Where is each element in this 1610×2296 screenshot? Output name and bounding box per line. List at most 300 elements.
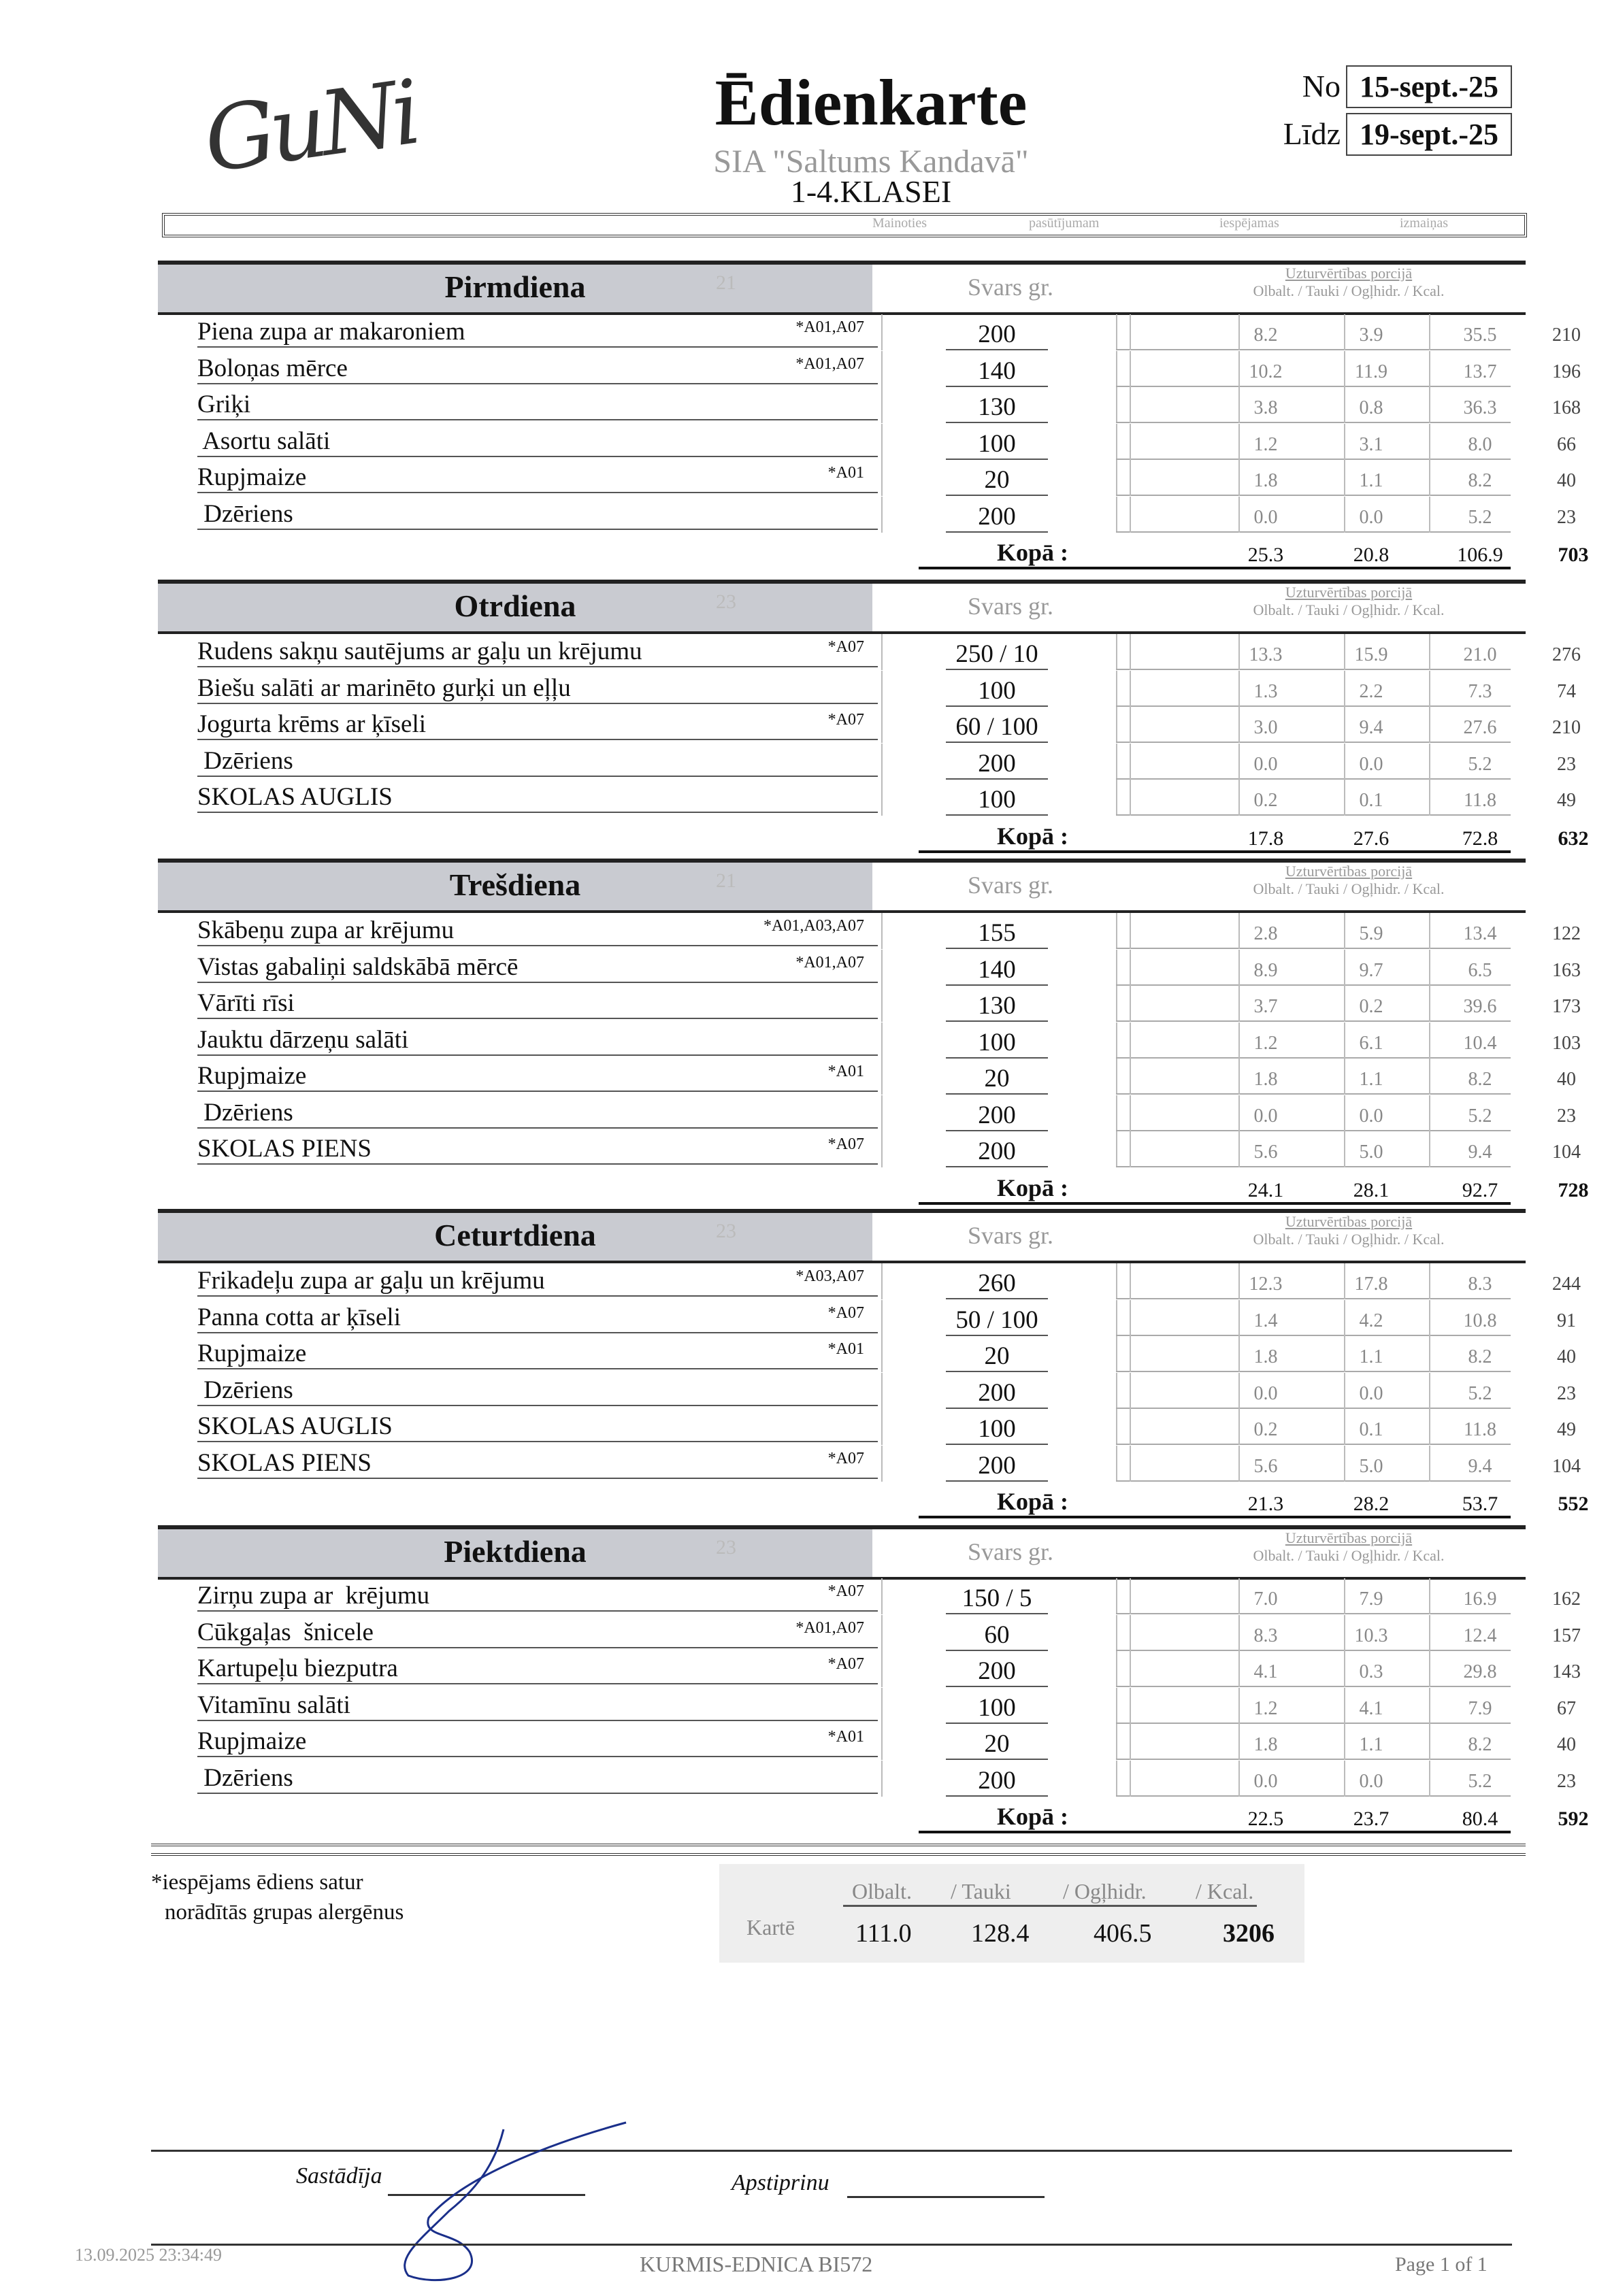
nutrient-kcal: 49 — [1557, 1419, 1576, 1440]
menu-item-row — [197, 1651, 1581, 1687]
nutrient-kcal: 40 — [1557, 1346, 1576, 1367]
total-kcal: 703 — [1558, 544, 1589, 566]
column-divider — [1238, 1761, 1240, 1797]
nutrient-prot: 0.2 — [1253, 790, 1278, 811]
column-divider — [881, 1688, 883, 1724]
row-line — [1116, 495, 1511, 496]
column-divider — [1429, 351, 1430, 387]
row-line — [1116, 1444, 1511, 1445]
column-divider — [1429, 1578, 1430, 1614]
nutrient-prot: 0.2 — [1253, 1419, 1278, 1440]
nutrition-header-title: Uzturvērtības porcijā — [1285, 584, 1413, 601]
total-kcal: 632 — [1558, 827, 1589, 850]
allergen-codes: *A01 — [827, 464, 864, 482]
total-fat: 20.8 — [1353, 544, 1390, 566]
column-divider — [1116, 780, 1117, 816]
total-carb: 92.7 — [1462, 1179, 1498, 1201]
nutrition-columns: Olbalt. / Tauki / Ogļhidr. / Kcal. — [1253, 601, 1445, 618]
column-divider — [1238, 497, 1240, 533]
column-divider — [1130, 314, 1131, 350]
notice-word: Mainoties — [872, 216, 927, 231]
summary-kcal: 3206 — [1223, 1919, 1275, 1948]
column-divider — [1429, 1336, 1430, 1372]
column-divider — [1130, 1022, 1131, 1059]
dish-name: Dzēriens — [197, 1098, 878, 1129]
nutrient-carb: 11.8 — [1464, 1419, 1496, 1440]
nutrient-kcal: 210 — [1552, 717, 1581, 738]
column-divider — [881, 1578, 883, 1614]
column-divider — [881, 913, 883, 949]
summary-divider — [843, 1905, 1257, 1907]
nutrient-carb: 5.2 — [1468, 1383, 1492, 1404]
nutrient-fat: 0.1 — [1359, 790, 1383, 811]
weight-label: Svars gr. — [968, 1222, 1053, 1249]
nutrient-fat: 9.7 — [1359, 960, 1383, 981]
column-divider — [1116, 1059, 1117, 1095]
company-logo: GuNi — [197, 61, 422, 193]
column-divider — [1344, 1446, 1345, 1482]
column-divider — [1238, 671, 1240, 707]
column-divider — [1238, 1336, 1240, 1372]
menu-item-row — [197, 1095, 1576, 1131]
nutrition-header — [1172, 584, 1526, 619]
menu-item-row — [197, 780, 1576, 816]
column-divider — [1116, 1761, 1117, 1797]
column-divider — [1238, 1578, 1240, 1614]
menu-item-row — [197, 1131, 1581, 1167]
nutrient-fat: 4.1 — [1359, 1698, 1383, 1719]
portion-weight: 100 — [946, 429, 1048, 460]
column-divider — [1429, 314, 1430, 350]
nutrient-kcal: 168 — [1552, 397, 1581, 418]
column-divider — [1130, 671, 1131, 707]
column-divider — [881, 780, 883, 816]
menu-item-row — [197, 387, 1581, 423]
nutrition-header-title: Uzturvērtības porcijā — [1285, 265, 1413, 282]
column-divider — [1238, 460, 1240, 496]
menu-item-row — [197, 1373, 1576, 1409]
dish-name: Dzēriens — [197, 1376, 878, 1406]
portion-weight: 50 / 100 — [946, 1305, 1048, 1336]
nutrient-carb: 7.3 — [1468, 681, 1492, 702]
column-divider — [1238, 913, 1240, 949]
nutrient-carb: 12.4 — [1463, 1625, 1497, 1646]
dish-name: SKOLAS AUGLIS — [197, 782, 878, 813]
nutrient-carb: 35.5 — [1463, 325, 1497, 346]
signature-top-line — [151, 2150, 1512, 2152]
nutrition-columns: Olbalt. / Tauki / Ogļhidr. / Kcal. — [1253, 1547, 1445, 1564]
nutrient-fat: 0.2 — [1359, 996, 1383, 1017]
column-divider — [1116, 744, 1117, 780]
menu-item-row — [197, 460, 1576, 496]
column-divider — [1344, 986, 1345, 1022]
nutrient-fat: 3.9 — [1359, 325, 1383, 346]
column-divider — [1344, 671, 1345, 707]
row-line — [1116, 742, 1511, 743]
nutrient-prot: 10.2 — [1249, 361, 1283, 382]
summary-protein: 111.0 — [855, 1919, 912, 1948]
portion-weight: 200 — [946, 1378, 1048, 1409]
day-number: 23 — [716, 1536, 736, 1559]
column-divider — [1238, 387, 1240, 423]
date-to — [1346, 113, 1512, 156]
column-divider — [1429, 1651, 1430, 1687]
column-divider — [1116, 1688, 1117, 1724]
column-divider — [1429, 1059, 1430, 1095]
row-line — [1116, 1166, 1511, 1167]
column-divider — [1238, 950, 1240, 986]
column-divider — [1344, 1300, 1345, 1336]
column-divider — [1344, 387, 1345, 423]
day-header — [158, 859, 1526, 913]
total-carb: 80.4 — [1462, 1808, 1498, 1830]
column-divider — [881, 707, 883, 743]
nutrient-kcal: 23 — [1557, 1105, 1576, 1127]
nutrient-prot: 8.2 — [1253, 325, 1278, 346]
allergen-codes: *A01,A03,A07 — [763, 917, 864, 935]
column-divider — [1130, 1761, 1131, 1797]
day-number: 23 — [716, 590, 736, 613]
nutrient-kcal: 40 — [1557, 470, 1576, 491]
menu-item-row — [197, 1688, 1576, 1724]
nutrient-kcal: 23 — [1557, 754, 1576, 775]
print-timestamp: 13.09.2025 23:34:49 — [75, 2245, 222, 2265]
column-divider — [1116, 1095, 1117, 1131]
nutrient-kcal: 210 — [1552, 325, 1581, 346]
dish-name: Boloņas mērce — [197, 354, 878, 384]
column-divider — [1130, 1578, 1131, 1614]
column-divider — [1130, 1688, 1131, 1724]
menu-item-row — [197, 1446, 1581, 1482]
nutrient-prot: 1.4 — [1253, 1310, 1278, 1331]
dish-name: SKOLAS AUGLIS — [197, 1412, 878, 1442]
prepared-label: Sastādīja — [296, 2163, 382, 2189]
nutrient-prot: 8.3 — [1253, 1625, 1278, 1646]
menu-item-row — [197, 497, 1576, 533]
company-name: SIA "Saltums Kandavā" — [713, 144, 1029, 180]
column-divider — [881, 1059, 883, 1095]
change-notice-bar — [162, 213, 1527, 237]
allergen-codes: *A01 — [827, 1340, 864, 1358]
column-divider — [1116, 1651, 1117, 1687]
menu-item-row — [197, 1300, 1576, 1336]
portion-weight: 260 — [946, 1269, 1048, 1299]
column-divider — [1429, 1263, 1430, 1299]
nutrient-fat: 15.9 — [1354, 644, 1388, 665]
column-divider — [881, 1131, 883, 1167]
menu-item-row — [197, 1059, 1576, 1095]
date-from-value: 15-sept.-25 — [1346, 65, 1512, 108]
menu-item-row — [197, 950, 1581, 986]
dish-name: Rudens sakņu sautējums ar gaļu un krējumu — [197, 637, 878, 667]
column-divider — [1238, 780, 1240, 816]
nutrition-header — [1172, 1213, 1526, 1248]
menu-item-row — [197, 1336, 1576, 1372]
menu-item-row — [197, 744, 1576, 780]
row-line — [1116, 1795, 1511, 1797]
nutrition-columns: Olbalt. / Tauki / Ogļhidr. / Kcal. — [1253, 880, 1445, 897]
document-code: KURMIS-EDNICA BI572 — [640, 2252, 873, 2276]
dish-name: Biešu salāti ar marinēto gurķi un eļļu — [197, 673, 878, 704]
column-divider — [1344, 1059, 1345, 1095]
nutrient-kcal: 163 — [1552, 960, 1581, 981]
column-divider — [1238, 634, 1240, 670]
portion-weight: 100 — [946, 1693, 1048, 1724]
dish-name: Vistas gabaliņi saldskābā mērcē — [197, 952, 878, 983]
column-divider — [1130, 780, 1131, 816]
page-title: Ēdienkarte — [714, 66, 1028, 139]
row-line — [1116, 948, 1511, 949]
total-kcal: 728 — [1558, 1179, 1589, 1201]
column-divider — [1116, 387, 1117, 423]
column-divider — [1344, 1022, 1345, 1059]
nutrient-kcal: 23 — [1557, 507, 1576, 528]
column-divider — [1429, 1724, 1430, 1760]
nutrient-fat: 10.3 — [1354, 1625, 1388, 1646]
total-fat: 23.7 — [1353, 1808, 1390, 1830]
total-fat: 28.1 — [1353, 1179, 1390, 1201]
footnote-line: norādītās grupas alergēnus — [165, 1900, 404, 1925]
day-header — [158, 580, 1526, 634]
column-divider — [1429, 780, 1430, 816]
column-divider — [1344, 744, 1345, 780]
column-divider — [1238, 1131, 1240, 1167]
menu-item-row — [197, 986, 1581, 1022]
allergen-codes: *A07 — [827, 1655, 864, 1673]
nutrient-carb: 5.2 — [1468, 1771, 1492, 1792]
column-divider — [1429, 424, 1430, 460]
day-number: 21 — [716, 271, 736, 294]
nutrient-prot: 0.0 — [1253, 754, 1278, 775]
nutrient-carb: 8.2 — [1468, 1069, 1492, 1090]
dish-name: Piena zupa ar makaroniem — [197, 317, 878, 348]
row-line — [1116, 531, 1511, 533]
column-divider — [1429, 387, 1430, 423]
nutrient-fat: 0.0 — [1359, 507, 1383, 528]
nutrient-fat: 0.8 — [1359, 397, 1383, 418]
portion-weight: 60 / 100 — [946, 712, 1048, 743]
nutrient-kcal: 104 — [1552, 1456, 1581, 1477]
column-divider — [1116, 1373, 1117, 1409]
nutrient-fat: 3.1 — [1359, 434, 1383, 455]
column-divider — [1116, 1022, 1117, 1059]
column-divider — [1344, 1578, 1345, 1614]
nutrient-kcal: 173 — [1552, 996, 1581, 1017]
column-divider — [1344, 634, 1345, 670]
column-divider — [1344, 1131, 1345, 1167]
nutrient-carb: 8.2 — [1468, 1346, 1492, 1367]
total-kcal: 592 — [1558, 1808, 1589, 1830]
dish-name: Jauktu dārzeņu salāti — [197, 1025, 878, 1056]
notice-word: pasūtījumam — [1029, 216, 1100, 231]
nutrition-header — [1172, 863, 1526, 898]
row-line — [1116, 1480, 1511, 1482]
portion-weight: 20 — [946, 1064, 1048, 1095]
total-label: Kopā : — [997, 539, 1069, 566]
portion-weight: 100 — [946, 676, 1048, 707]
column-divider — [1238, 1615, 1240, 1651]
nutrient-carb: 9.4 — [1468, 1456, 1492, 1477]
total-fat: 28.2 — [1353, 1493, 1390, 1515]
menu-item-row — [197, 1761, 1576, 1797]
weight-label: Svars gr. — [968, 871, 1053, 899]
day-number: 21 — [716, 869, 736, 892]
weight-label: Svars gr. — [968, 1538, 1053, 1565]
weight-label: Svars gr. — [968, 593, 1053, 620]
portion-weight: 130 — [946, 991, 1048, 1022]
nutrient-prot: 1.8 — [1253, 470, 1278, 491]
nutrient-prot: 1.8 — [1253, 1734, 1278, 1755]
summary-header: / Tauki — [951, 1879, 1011, 1903]
column-divider — [1116, 634, 1117, 670]
nutrient-carb: 36.3 — [1463, 397, 1497, 418]
column-divider — [1130, 1615, 1131, 1651]
nutrient-fat: 5.0 — [1359, 1456, 1383, 1477]
column-divider — [1130, 707, 1131, 743]
column-divider — [1116, 1300, 1117, 1336]
dish-name: SKOLAS PIENS — [197, 1134, 878, 1165]
column-divider — [881, 1095, 883, 1131]
column-divider — [1116, 913, 1117, 949]
nutrient-prot: 0.0 — [1253, 1383, 1278, 1404]
row-line — [1116, 1613, 1511, 1614]
column-divider — [1344, 1724, 1345, 1760]
nutrient-prot: 5.6 — [1253, 1456, 1278, 1477]
nutrient-carb: 5.2 — [1468, 1105, 1492, 1127]
column-divider — [1238, 1724, 1240, 1760]
nutrient-carb: 13.7 — [1463, 361, 1497, 382]
row-line — [1116, 1371, 1511, 1372]
total-label: Kopā : — [997, 822, 1069, 850]
nutrient-prot: 1.8 — [1253, 1069, 1278, 1090]
column-divider — [1344, 1761, 1345, 1797]
column-divider — [1116, 1409, 1117, 1445]
nutrient-fat: 0.1 — [1359, 1419, 1383, 1440]
dish-name: Griķi — [197, 390, 878, 420]
nutrient-carb: 8.3 — [1468, 1274, 1492, 1295]
column-divider — [881, 460, 883, 496]
column-divider — [1130, 1446, 1131, 1482]
column-divider — [1238, 1095, 1240, 1131]
nutrient-carb: 5.2 — [1468, 507, 1492, 528]
menu-item-row — [197, 1022, 1581, 1059]
day-header — [158, 1209, 1526, 1263]
day-total — [919, 1174, 1589, 1205]
column-divider — [881, 424, 883, 460]
nutrient-prot: 1.3 — [1253, 681, 1278, 702]
weekly-summary — [719, 1864, 1304, 1963]
row-line — [1116, 1020, 1511, 1022]
column-divider — [1238, 707, 1240, 743]
nutrient-carb: 21.0 — [1463, 644, 1497, 665]
nutrient-carb: 27.6 — [1463, 717, 1497, 738]
portion-weight: 130 — [946, 393, 1048, 423]
row-line — [1116, 814, 1511, 816]
total-fat: 27.6 — [1353, 827, 1390, 850]
column-divider — [1344, 1615, 1345, 1651]
nutrient-fat: 4.2 — [1359, 1310, 1383, 1331]
day-name: Trešdiena — [449, 867, 581, 902]
column-divider — [1429, 1761, 1430, 1797]
nutrient-kcal: 91 — [1557, 1310, 1576, 1331]
nutrient-carb: 10.4 — [1463, 1033, 1497, 1054]
nutrient-prot: 1.2 — [1253, 1698, 1278, 1719]
column-divider — [1429, 1446, 1430, 1482]
nutrient-fat: 6.1 — [1359, 1033, 1383, 1054]
column-divider — [1130, 1059, 1131, 1095]
menu-item-row — [197, 671, 1576, 707]
nutrient-prot: 8.9 — [1253, 960, 1278, 981]
column-divider — [1344, 1688, 1345, 1724]
total-label: Kopā : — [997, 1174, 1069, 1201]
portion-weight: 100 — [946, 1028, 1048, 1059]
menu-item-row — [197, 1615, 1581, 1651]
column-divider — [1130, 351, 1131, 387]
class-group: 1-4.KLASEI — [790, 174, 952, 209]
nutrient-carb: 29.8 — [1463, 1661, 1497, 1682]
dish-name: Rupjmaize — [197, 463, 878, 493]
column-divider — [1130, 634, 1131, 670]
nutrient-carb: 7.9 — [1468, 1698, 1492, 1719]
day-total — [919, 822, 1589, 853]
menu-item-row — [197, 1724, 1576, 1760]
portion-weight: 250 / 10 — [946, 639, 1048, 670]
date-from — [1346, 65, 1512, 108]
allergen-codes: *A07 — [827, 711, 864, 729]
column-divider — [1238, 1022, 1240, 1059]
total-prot: 25.3 — [1247, 544, 1284, 566]
nutrient-fat: 0.3 — [1359, 1661, 1383, 1682]
nutrient-kcal: 157 — [1552, 1625, 1581, 1646]
nutrient-prot: 12.3 — [1249, 1274, 1283, 1295]
menu-item-row — [197, 351, 1581, 387]
nutrient-fat: 2.2 — [1359, 681, 1383, 702]
column-divider — [1344, 780, 1345, 816]
nutrition-columns: Olbalt. / Tauki / Ogļhidr. / Kcal. — [1253, 282, 1445, 299]
column-divider — [1130, 744, 1131, 780]
dish-name: Asortu salāti — [197, 427, 878, 457]
handwritten-signature — [381, 2116, 640, 2286]
total-prot: 24.1 — [1247, 1179, 1284, 1201]
nutrient-fat: 0.0 — [1359, 1383, 1383, 1404]
allergen-codes: *A07 — [827, 1450, 864, 1467]
allergen-codes: *A07 — [827, 1582, 864, 1600]
dish-name: Dzēriens — [197, 1763, 878, 1794]
total-label: Kopā : — [997, 1803, 1069, 1830]
allergen-codes: *A01,A07 — [795, 318, 864, 336]
nutrient-carb: 8.2 — [1468, 470, 1492, 491]
column-divider — [1344, 1095, 1345, 1131]
allergen-codes: *A07 — [827, 638, 864, 656]
nutrient-carb: 10.8 — [1463, 1310, 1497, 1331]
column-divider — [1429, 1300, 1430, 1336]
column-divider — [1130, 424, 1131, 460]
column-divider — [1429, 913, 1430, 949]
nutrient-carb: 8.0 — [1468, 434, 1492, 455]
column-divider — [1130, 950, 1131, 986]
portion-weight: 200 — [946, 1657, 1048, 1687]
column-divider — [1116, 497, 1117, 533]
menu-item-row — [197, 1263, 1581, 1299]
column-divider — [881, 1373, 883, 1409]
nutrition-header-title: Uzturvērtības porcijā — [1285, 863, 1413, 880]
column-divider — [1116, 1446, 1117, 1482]
nutrient-kcal: 122 — [1552, 923, 1581, 944]
portion-weight: 20 — [946, 465, 1048, 496]
column-divider — [1116, 1724, 1117, 1760]
column-divider — [1238, 1446, 1240, 1482]
nutrient-prot: 3.8 — [1253, 397, 1278, 418]
